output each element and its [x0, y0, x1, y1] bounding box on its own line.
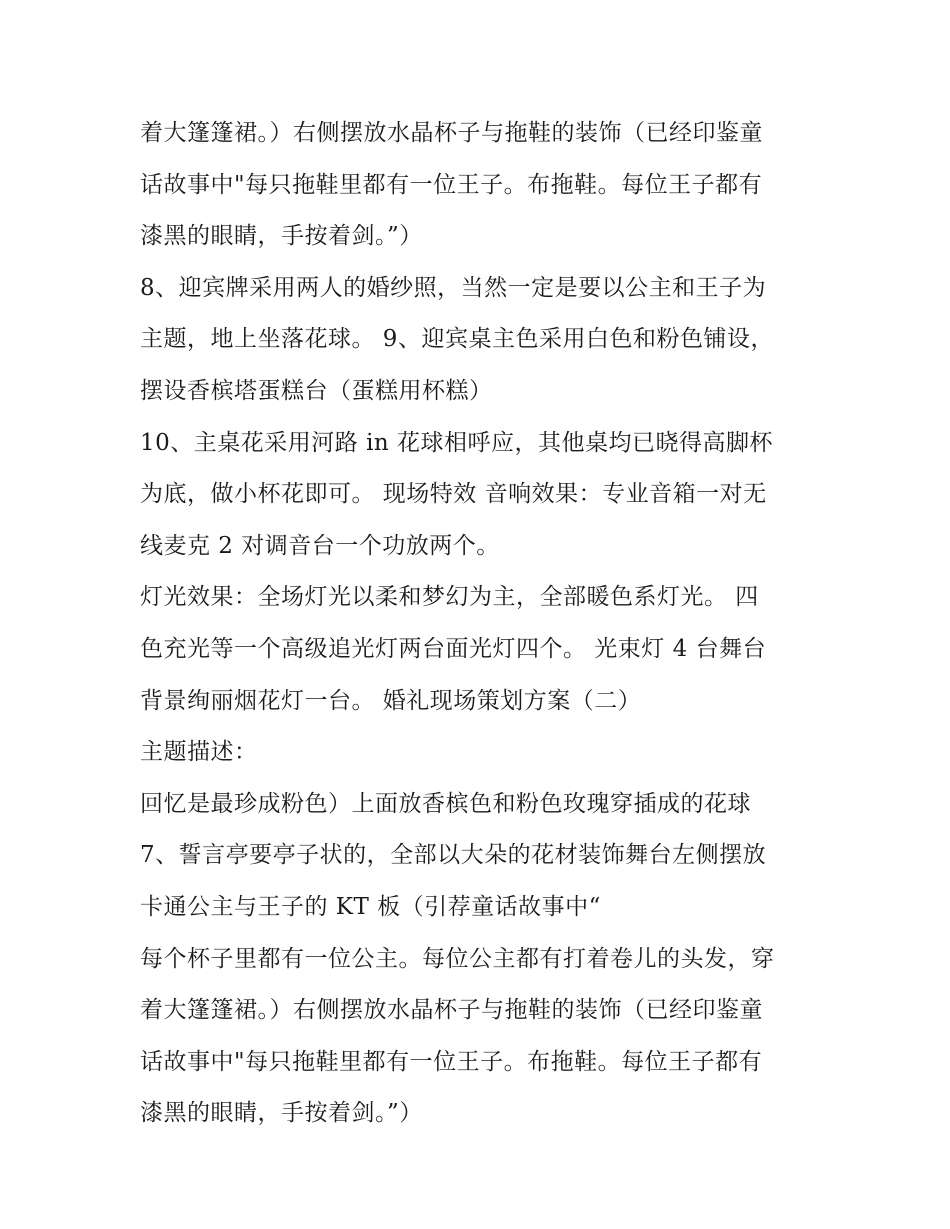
text-line: 8、迎宾牌采用两人的婚纱照，当然一定是要以公主和王子为 [140, 274, 767, 301]
text-line: 主题，地上坐落花球。 9、迎宾桌主色采用白色和粉色铺设， [140, 326, 774, 353]
text-line: 为底，做小杯花即可。 现场特效 音响效果：专业音箱一对无 [140, 481, 767, 508]
text-line: 回忆是最珍成粉色）上面放香槟色和粉色玫瑰穿插成的花球 [140, 790, 751, 817]
text-line: 主题描述： [140, 739, 258, 766]
text-line: 摆设香槟塔蛋糕台（蛋糕用杯糕） [140, 377, 493, 404]
text-line: 漆黑的眼睛，手按着剑。”） [140, 223, 423, 250]
document-body [140, 108, 830, 1140]
text-line: 10、主桌花采用河路 in 花球相呼应，其他桌均已晓得高脚杯 [140, 429, 774, 456]
text-line: 着大篷篷裙。）右侧摆放水晶杯子与拖鞋的装饰（已经印鉴童 [140, 120, 763, 146]
text-line: 着大篷篷裙。）右侧摆放水晶杯子与拖鞋的装饰（已经印鉴童 [140, 997, 763, 1024]
text-line: 漆黑的眼睛，手按着剑。”） [140, 1100, 423, 1127]
text-line: 色充光等一个高级追光灯两台面光灯四个。 光束灯 4 台舞台 [140, 635, 767, 662]
text-line: 每个杯子里都有一位公主。每位公主都有打着卷儿的头发，穿 [140, 945, 775, 972]
text-line: 背景绚丽烟花灯一台。 婚礼现场策划方案（二） [140, 687, 642, 714]
text-line: 灯光效果：全场灯光以柔和梦幻为主，全部暖色系灯光。 四 [140, 584, 759, 611]
text-line: 卡通公主与王子的 KT 板（引荐童话故事中“ [140, 893, 601, 920]
text-line: 话故事中"每只拖鞋里都有一位王子。布拖鞋。每位王子都有 [140, 1048, 763, 1075]
text-line: 线麦克 2 对调音台一个功放两个。 [140, 532, 500, 559]
text-line: 7、誓言亭要亭子状的，全部以大朵的花材装饰舞台左侧摆放 [140, 842, 767, 869]
text-line: 话故事中"每只拖鞋里都有一位王子。布拖鞋。每位王子都有 [140, 171, 763, 198]
